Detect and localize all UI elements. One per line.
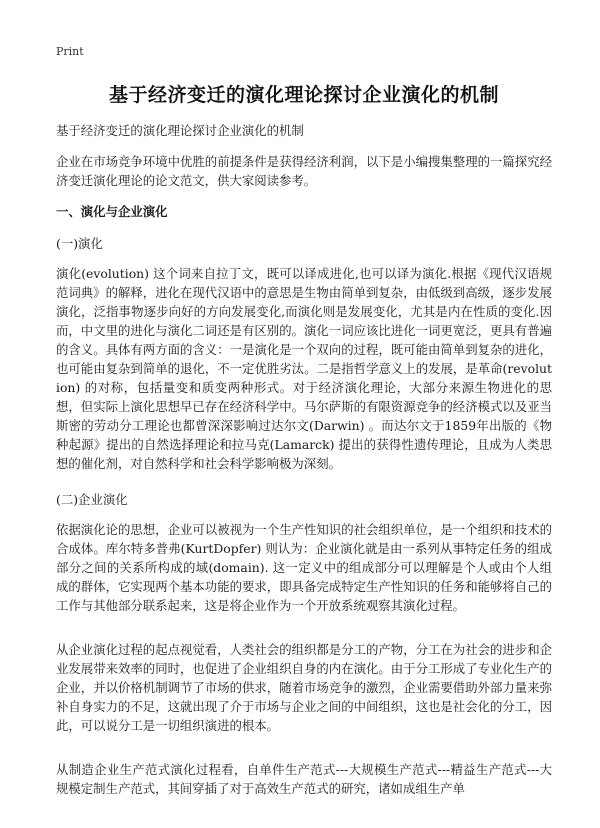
subsection-heading-evolution: (一)演化: [56, 236, 103, 251]
print-label[interactable]: Print: [56, 45, 84, 58]
paragraph-production-paradigm: 从制造企业生产范式演化过程看，自单件生产范式---大规模生产范式---精益生产范式---大规模定制生产范式，其间穿插了对于高效生产范式的研究，诸如成组生产单: [56, 762, 552, 796]
paragraph-division-of-labor: 从企业演化过程的起点视觉看，人类社会的组织都是分工的产物，分工在为社会的进步和企业发展带来效率的同时，也促进了企业组织自身的内在演化。由于分工形成了专业化生产的企业，并以价格机制调节了市场的供求，随着市场竞争的激烈，企业需要借助外部力量来弥补自身实力的不足，这就出现了介于市场与企业之间的中间组织，这也是社会化的分工，因此，可以说分工是一切组织演进的根本。: [56, 642, 552, 733]
paragraph-enterprise-definition: 依据演化论的思想，企业可以被视为一个生产性知识的社会组织单位，是一个组织和技术的合成体。库尔特多普弗(KurtDopfer) 则认为：企业演化就是由一系列从事特定任务的组成部分之间的关系所构成的域(domain). 这一定义中的组成部分可以理解是个人或由个人组成的群体，它实现两个基本功能的要求，即具备完成特定生产性知识的任务和能够将自己的工作与其他部分联系起来，这是将企业作为一个开放系统观察其演化过程。: [56, 522, 552, 613]
page-title: 基于经济变迁的演化理论探讨企业演化的机制: [108, 84, 499, 106]
intro-paragraph: 企业在市场竞争环境中优胜的前提条件是获得经济利润，以下是小编搜集整理的一篇探究经济变迁演化理论的论文范文，供大家阅读参考。: [56, 154, 552, 188]
section-heading-evolution-and-enterprise: 一、演化与企业演化: [56, 204, 168, 219]
paragraph-evolution: 演化(evolution) 这个词来自拉丁文，既可以译成进化,也可以译为演化.根据《现代汉语规范词典》的解释，进化在现代汉语中的意思是生物由简单到复杂，由低级到高级，逐步发展演化，泛指事物逐步向好的方向发展变化,而演化则是发展变化，尤其是内在性质的变化.因而，中文里的进化与演化二词还是有区别的。演化一词应该比进化一词更宽泛，更具有普遍的含义。具体有两方面的含义：一是演化是一个双向的过程，既可能由简单到复杂的进化，也可能由复杂到简单的退化，不一定优胜劣汰。二是指哲学意义上的发展，是革命(revolution) 的对称，包括量变和质变两种形式。对于经济演化理论，大部分来源生物进化的思想，但实际上演化思想早已存在经济科学中。马尔萨斯的有限资源竞争的经济模式以及亚当斯密的劳动分工理论也都曾深深影响过达尔文(Darwin) 。而达尔文于1859年出版的《物种起源》提出的自然选择理论和拉马克(Lamarck) 提出的获得性遗传理论，且成为人类思想的催化剂，对自然科学和社会科学影响极为深刻。: [56, 266, 552, 471]
subsection-heading-enterprise-evolution: (二)企业演化: [56, 492, 128, 507]
document-subtitle: 基于经济变迁的演化理论探讨企业演化的机制: [56, 123, 304, 138]
